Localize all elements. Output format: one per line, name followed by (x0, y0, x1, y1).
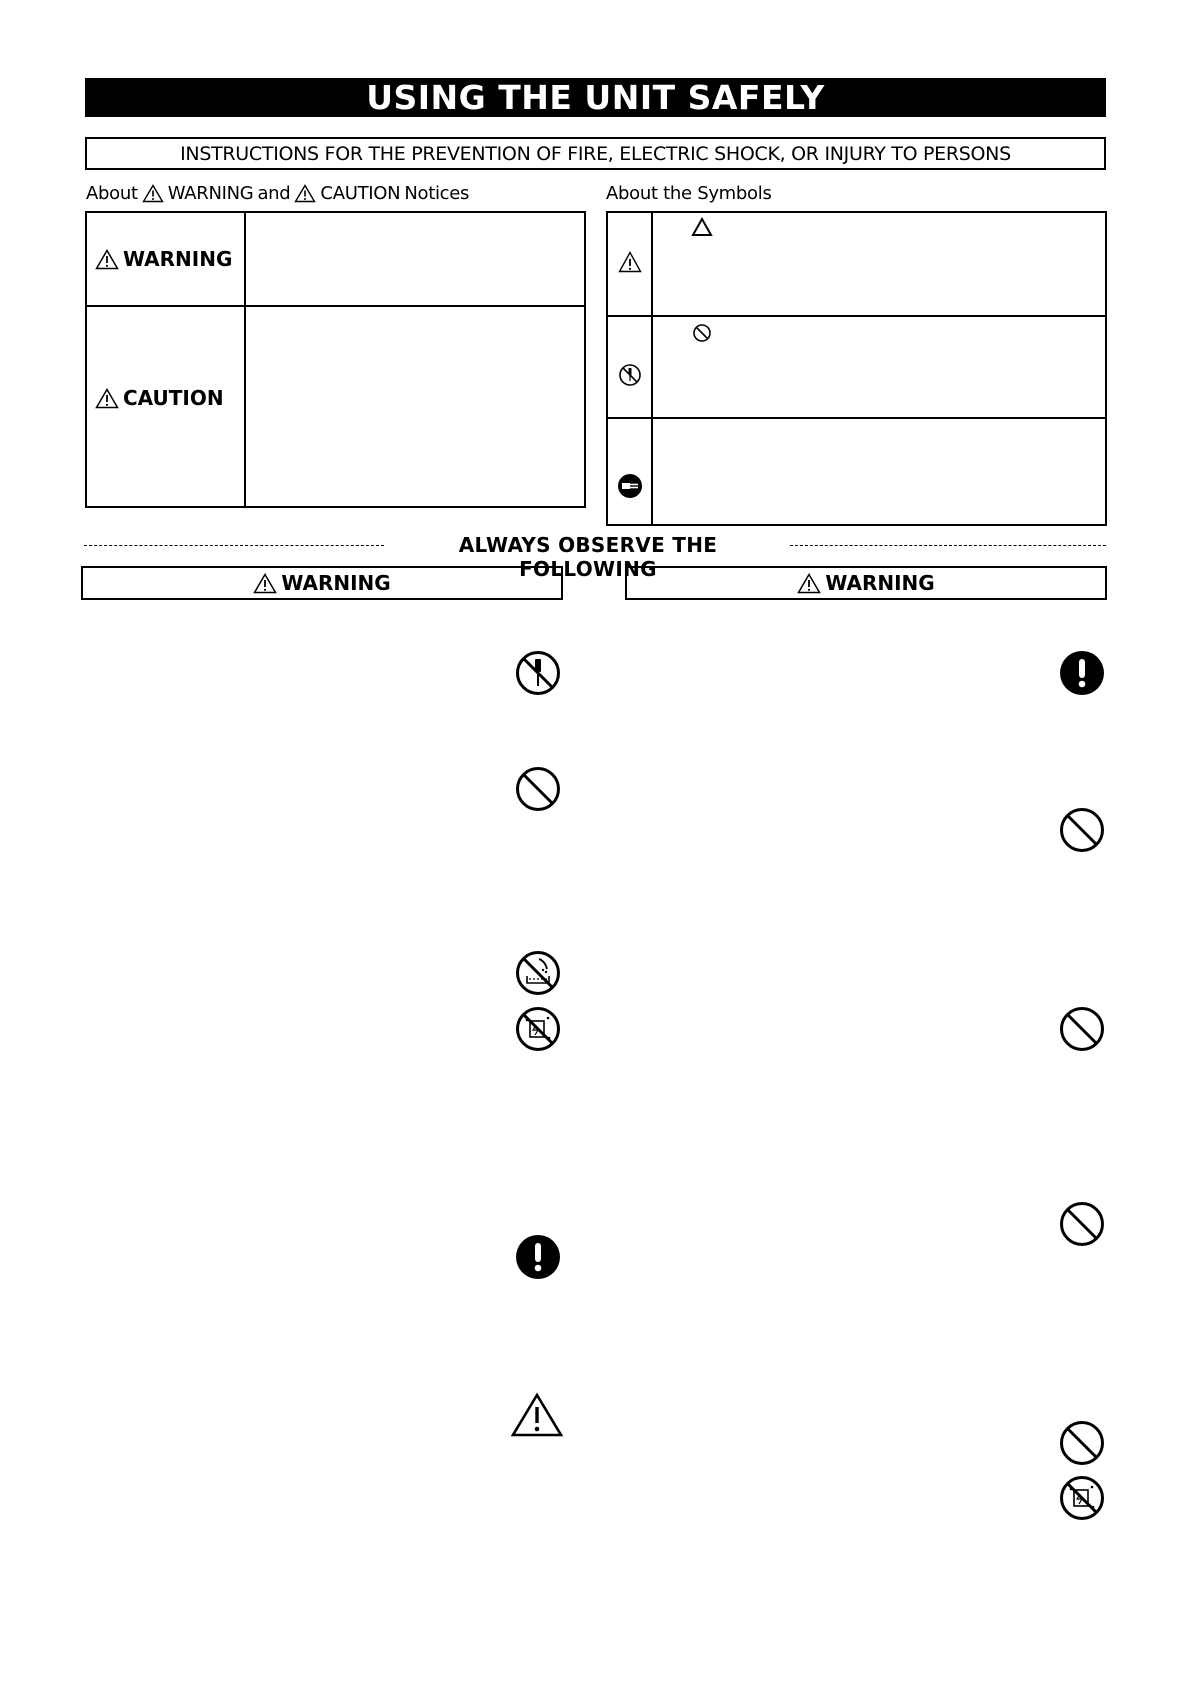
observe-heading: ALWAYS OBSERVE THE FOLLOWING (393, 533, 783, 581)
notices-heading-warning: WARNING (167, 183, 254, 204)
notices-heading-and: and (257, 183, 291, 204)
table-divider (244, 213, 246, 506)
table-divider (87, 305, 584, 307)
unplug-icon (617, 473, 643, 499)
no-disassemble-icon (515, 650, 561, 696)
right-warning-label: WARNING (825, 571, 935, 595)
no-wet-location-icon (515, 950, 561, 996)
notices-heading-about: About (86, 183, 138, 204)
no-shock-icon (515, 1006, 561, 1052)
notice-table (85, 211, 586, 508)
caution-label-text: CAUTION (123, 386, 224, 410)
prohibited-icon (1059, 807, 1105, 853)
prohibited-icon (1059, 1420, 1105, 1466)
triangle-outline-icon (691, 217, 713, 237)
caution-triangle-icon (618, 251, 642, 273)
prohibited-icon (692, 323, 712, 343)
warning-triangle-icon (142, 184, 164, 203)
no-shock-icon (1059, 1475, 1105, 1521)
table-divider (651, 213, 653, 524)
caution-triangle-icon (95, 388, 119, 409)
dashed-divider (84, 545, 384, 546)
warning-triangle-icon (797, 573, 821, 594)
warning-label (95, 247, 232, 271)
dashed-divider (790, 545, 1106, 546)
prohibited-icon (515, 766, 561, 812)
no-disassemble-icon (618, 363, 642, 387)
prohibited-icon (1059, 1006, 1105, 1052)
notices-heading-notices: Notices (404, 183, 470, 204)
warning-triangle-icon (95, 249, 119, 270)
instructions-heading (85, 137, 1106, 170)
caution-triangle-icon (294, 184, 316, 203)
table-divider (608, 315, 1105, 317)
mandatory-icon (1059, 650, 1105, 696)
left-warning-label: WARNING (281, 571, 391, 595)
warning-label-text: WARNING (123, 247, 233, 271)
notices-heading-caution: CAUTION (320, 183, 401, 204)
warning-triangle-icon (253, 573, 277, 594)
prohibited-icon (1059, 1201, 1105, 1247)
left-warning-box (81, 566, 563, 600)
symbols-table (606, 211, 1107, 526)
caution-label (95, 386, 224, 410)
notices-heading (86, 183, 469, 204)
table-divider (608, 417, 1105, 419)
symbols-heading: About the Symbols (606, 183, 772, 204)
instructions-heading-text: INSTRUCTIONS FOR THE PREVENTION OF FIRE, ELECTRIC SHOCK, OR INJURY TO PERSONS (180, 142, 1011, 165)
right-warning-box (625, 566, 1107, 600)
caution-triangle-icon (510, 1392, 564, 1438)
page-title: USING THE UNIT SAFELY (85, 78, 1106, 117)
mandatory-icon (515, 1234, 561, 1280)
